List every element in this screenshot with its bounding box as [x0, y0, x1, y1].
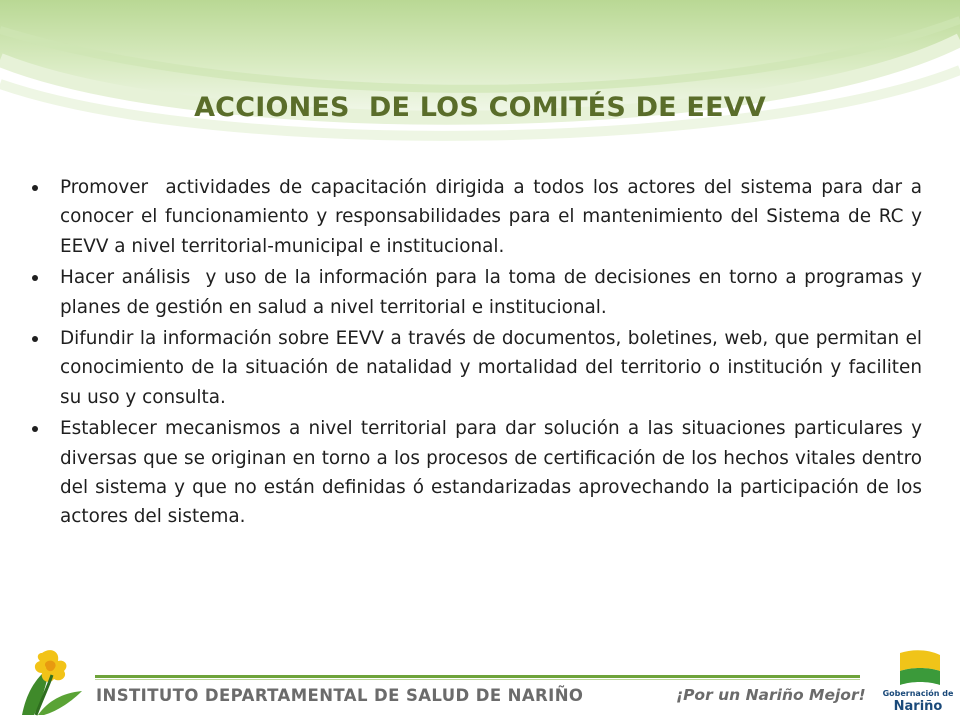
- bullet-text: Promover actividades de capacitación dirigida a todos los actores del sistema para dar a conocer el funcionamiento y responsabilidades para el mantenimiento del Sistema de RC y EEVV a nivel territorial-municipal e institucional.: [60, 177, 928, 257]
- gobernacion-label: Gobernación de: [882, 689, 954, 698]
- gobernacion-logo: [882, 645, 954, 717]
- bullet-text: Hacer análisis y uso de la información para la toma de decisiones en torno a programas y planes de gestión en salud a nivel territorial e institucional.: [60, 267, 928, 318]
- footer-rule: [95, 675, 860, 678]
- footer-institution: INSTITUTO DEPARTAMENTAL DE SALUD DE NARIÑO: [96, 686, 584, 705]
- footer-slogan: ¡Por un Nariño Mejor!: [676, 686, 866, 704]
- bullet-text: Difundir la información sobre EEVV a través de documentos, boletines, web, que permitan el conocimiento de la situación de natalidad y mortalidad del territorio o institución y faciliten su uso y consulta.: [60, 328, 928, 408]
- bullet-list: [60, 173, 928, 532]
- logo-shield-green: [900, 668, 940, 685]
- header-band: [0, 0, 960, 175]
- footer-rule-thin: [95, 679, 860, 680]
- slide-title: ACCIONES DE LOS COMITÉS DE EEVV: [194, 92, 766, 123]
- bullet-dot-icon: [32, 185, 38, 191]
- bullet-item: [60, 414, 928, 532]
- logo-shield-yellow: [900, 650, 940, 671]
- bullet-item: [60, 173, 928, 261]
- bullet-dot-icon: [32, 426, 38, 432]
- bullet-dot-icon: [32, 336, 38, 342]
- bullet-text: Establecer mecanismos a nivel territorial para dar solución a las situaciones particulares y diversas que se originan en torno a los procesos de certificación de los hechos vitales dentro del sistema y que no están definidas ó estandarizadas aprovechando la participación de los actores del sistema.: [60, 418, 928, 528]
- slide-content: [60, 173, 928, 534]
- flower-logo-icon: [12, 645, 90, 717]
- bullet-dot-icon: [32, 275, 38, 281]
- bullet-item: [60, 263, 928, 322]
- gobernacion-name: Nariño: [893, 699, 943, 714]
- bullet-item: [60, 324, 928, 412]
